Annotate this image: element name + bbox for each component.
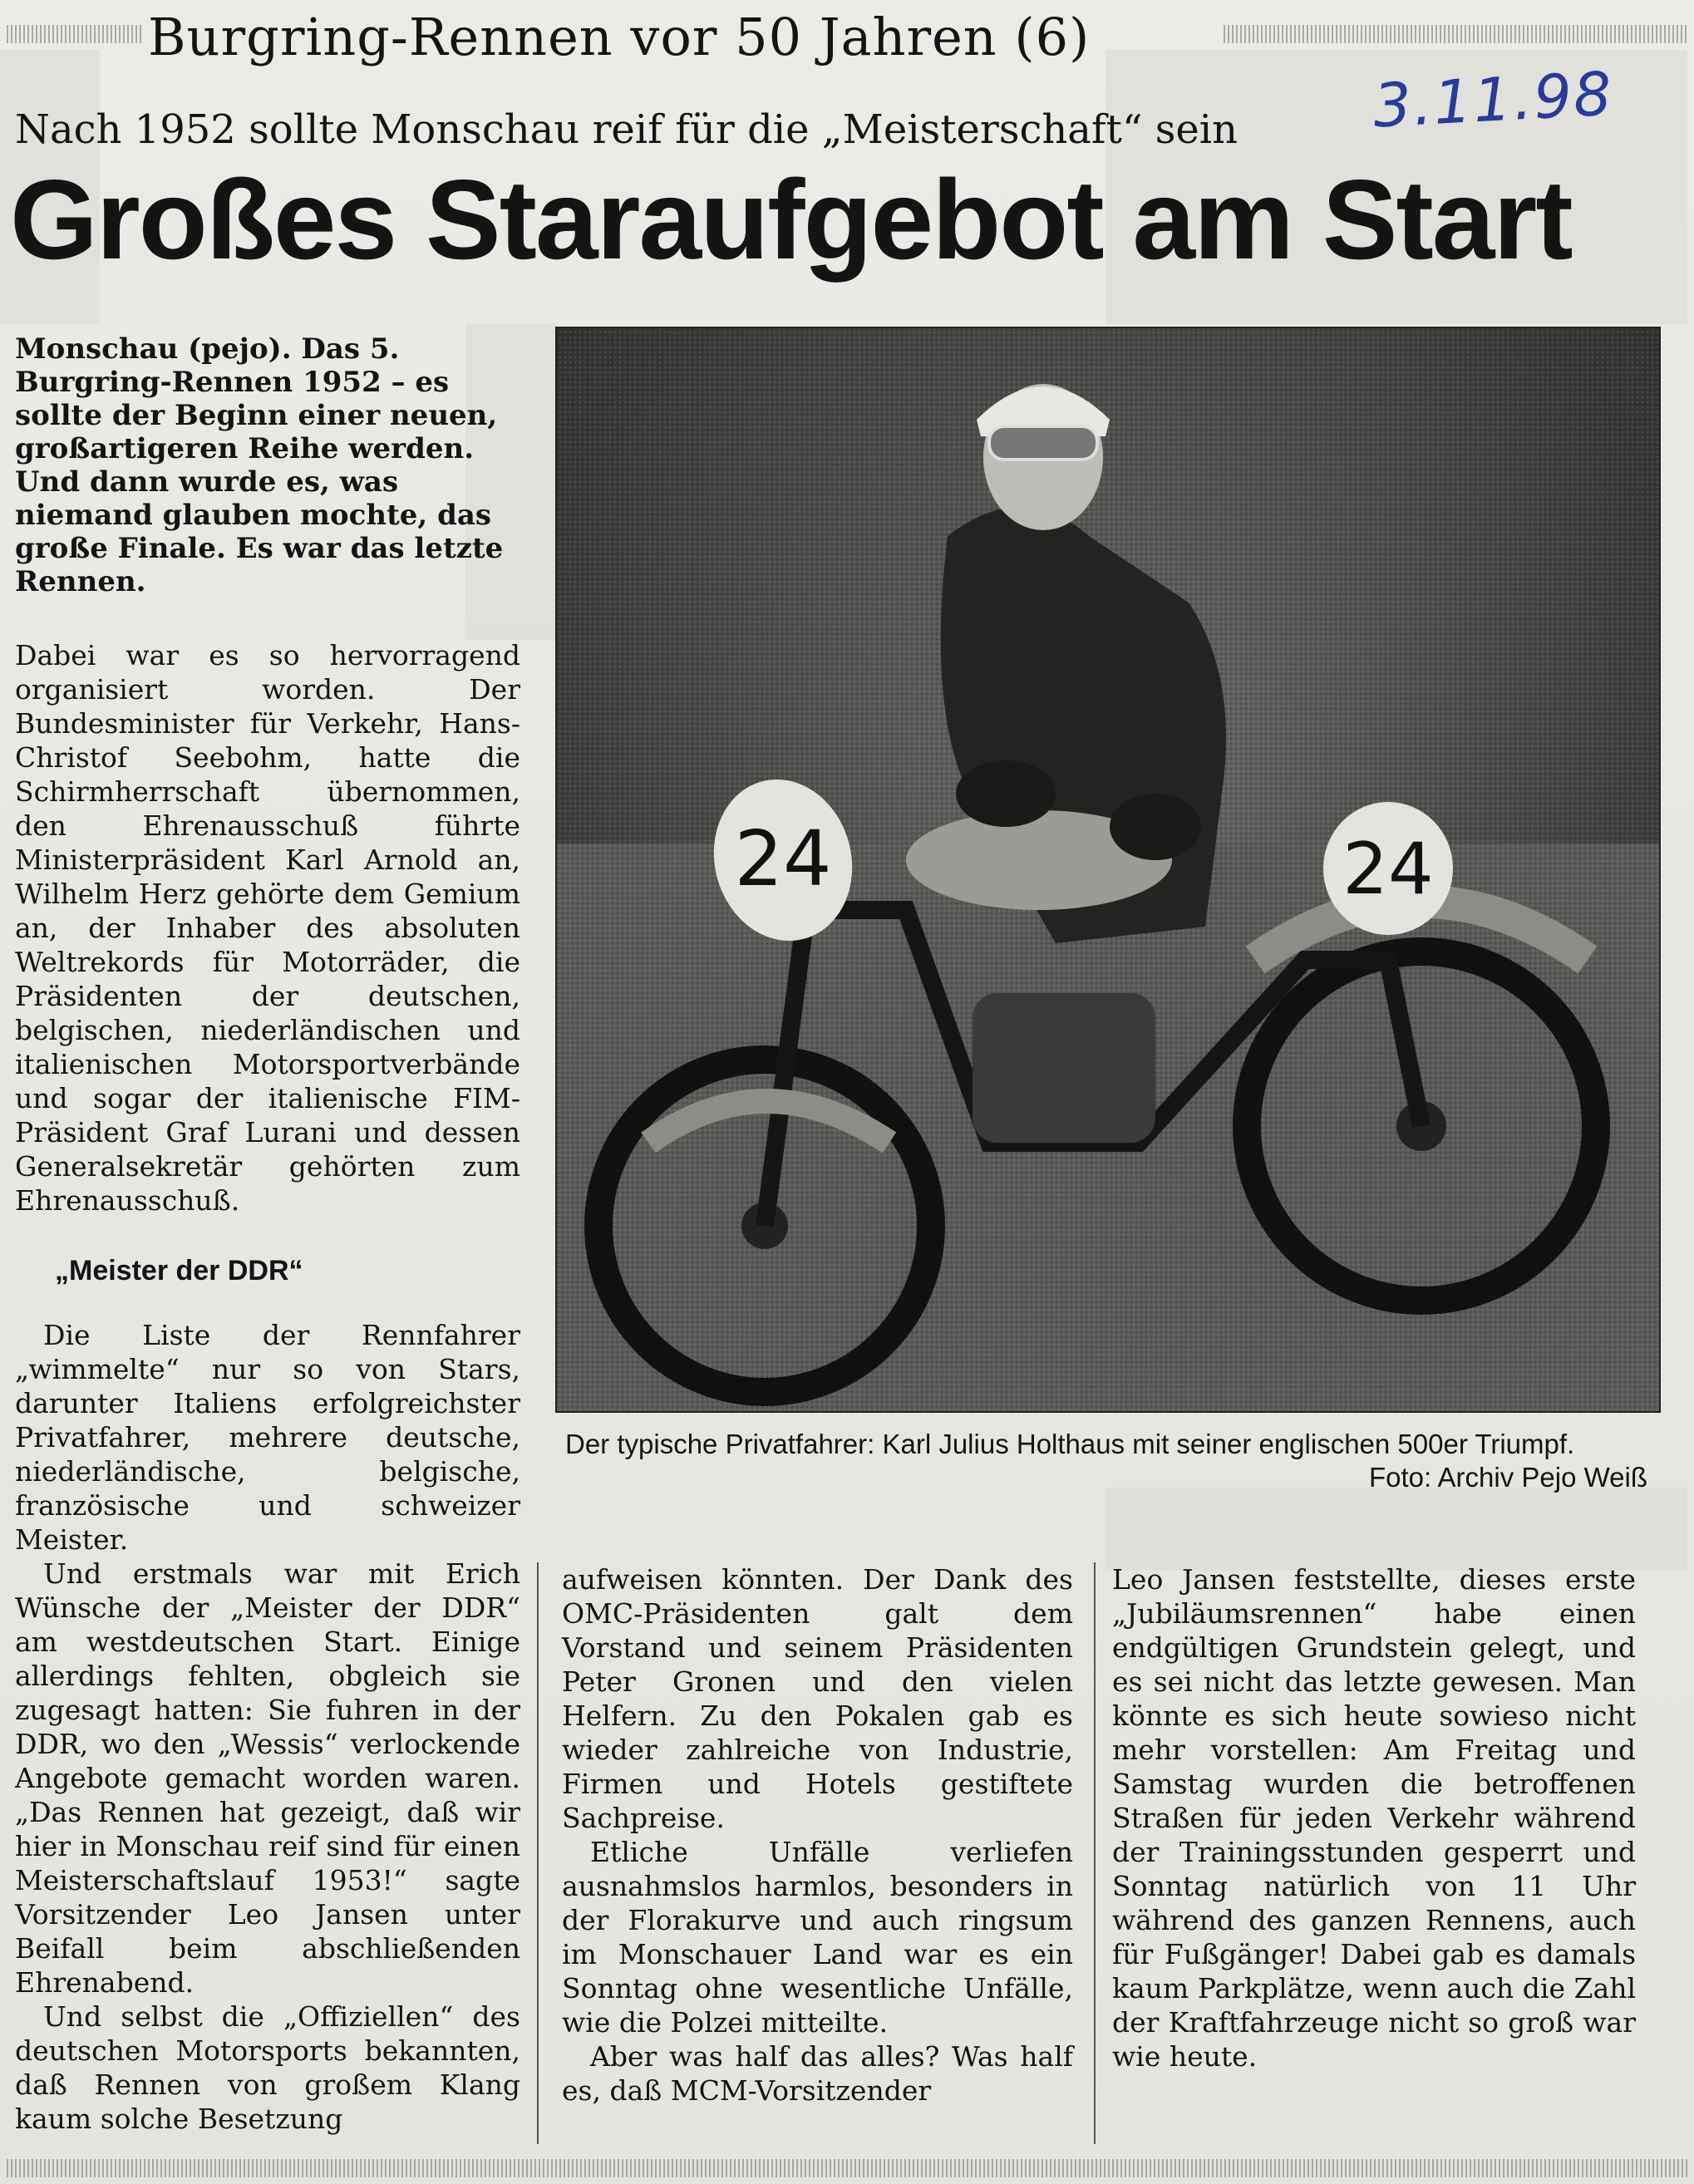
column-3 (1112, 1562, 1636, 2073)
archive-photo (555, 327, 1661, 1413)
column-divider (1094, 1562, 1096, 2144)
body-paragraph: Die Liste der Rennfahrer „wimmelte“ nur so von Stars, darunter Italiens erfolgreichster Privatfahrer, mehrere deutsche, niederländische, belgische, französische und schweizer Meister. (15, 1319, 520, 1556)
section-subtitle: „Meister der DDR“ (55, 1255, 303, 1286)
body-paragraph: Leo Jansen feststellte, dieses erste „Jubiläumsrennen“ habe einen endgültigen Grundstein gelegt, und es sei nicht das letzte gewesen. Man könnte es sich heute sowieso nicht mehr vorstellen: Am Freitag und Samstag wurden die betroffenen Straßen für jeden Verkehr während der Trainingsstunden gesperrt und Sonntag natürlich von 11 Uhr während des ganzen Rennens, auch für Fußgänger! Dabei gab es damals kaum Parkplätze, wenn auch die Zahl der Kraftfahrzeuge nicht so groß war wie heute. (1112, 1563, 1636, 2073)
photo-caption (565, 1428, 1647, 1494)
motorcycle-rider-photo (557, 328, 1659, 1411)
lead-paragraph: Monschau (pejo). Das 5. Burgring-Rennen 1952 – es sollte der Beginn einer neuen, großartigeren Reihe werden. Und dann wurde es, was niemand glauben mochte, das große Finale. Es war das letzte Rennen. (15, 332, 504, 598)
series-title: Burgring-Rennen vor 50 Jahren (6) (148, 7, 1091, 67)
column-1 (15, 332, 520, 2136)
body-paragraph: Und selbst die „Offiziellen“ des deutschen Motorsports bekannten, daß Rennen von großem Klang kaum solche Besetzung (15, 2000, 520, 2135)
top-rule-right (1224, 25, 1689, 43)
body-paragraph: Dabei war es so hervorragend organisiert worden. Der Bundesminister für Verkehr, Hans-Christof Seebohm, hatte die Schirmherrschaft übernommen, den Ehrenausschuß führte Ministerpräsident Karl Arnold an, Wilhelm Herz gehörte dem Gemium an, der Inhaber des absoluten Weltrekords für Motorräder, die Präsidenten der deutschen, belgischen, niederländischen und italienischen Motorsportverbände und sogar der italienische FIM-Präsident Graf Lurani und dessen Generalsekretär gehörten zum Ehrenausschuß. (15, 639, 520, 1217)
photo-credit: Foto: Archiv Pejo Weiß (1368, 1462, 1647, 1493)
front-plate-number: 24 (734, 814, 832, 903)
column-2 (562, 1562, 1073, 2108)
body-paragraph: aufweisen könnten. Der Dank des OMC-Präsidenten galt dem Vorstand und seinem Präsidenten Peter Gronen und den vielen Helfern. Zu den Pokalen gab es wieder zahlreiche von Industrie, Firmen und Hotels gestiftete Sachpreise. (562, 1563, 1073, 1834)
neighbor-column-lower-right (1106, 1488, 1687, 1571)
headline: Großes Staraufgebot am Start (10, 156, 1572, 283)
top-rule (7, 25, 143, 43)
body-paragraph: Aber was half das alles? Was half es, daß MCM-Vorsitzender (562, 2040, 1073, 2107)
subheadline: Nach 1952 sollte Monschau reif für die „Meisterschaft“ sein (15, 106, 1238, 153)
caption-text: Der typische Privatfahrer: Karl Julius Holthaus mit seiner englischen 500er Triumpf. (565, 1429, 1575, 1459)
handwritten-date: 3.11.98 (1371, 58, 1615, 141)
body-paragraph: Und erstmals war mit Erich Wünsche der „Meister der DDR“ am westdeutschen Start. Einige allerdings fehlten, obgleich sie zugesagt hatten: Sie fuhren in der DDR, wo den „Wessis“ verlockende Angebote gemacht worden waren. „Das Rennen hat gezeigt, daß wir hier in Monschau reif sind für einen Meisterschaftslauf 1953!“ sagte Vorsitzender Leo Jansen unter Beifall beim abschließenden Ehrenabend. (15, 1557, 520, 1999)
rear-plate-number: 24 (1342, 828, 1434, 911)
bottom-rule (7, 2159, 1689, 2177)
body-paragraph: Etliche Unfälle verliefen ausnahmslos harmlos, besonders in der Florakurve und auch ringsum im Monschauer Land war es ein Sonntag ohne wesentliche Unfälle, wie die Polzei mitteilte. (562, 1836, 1073, 2039)
column-divider (537, 1562, 539, 2144)
